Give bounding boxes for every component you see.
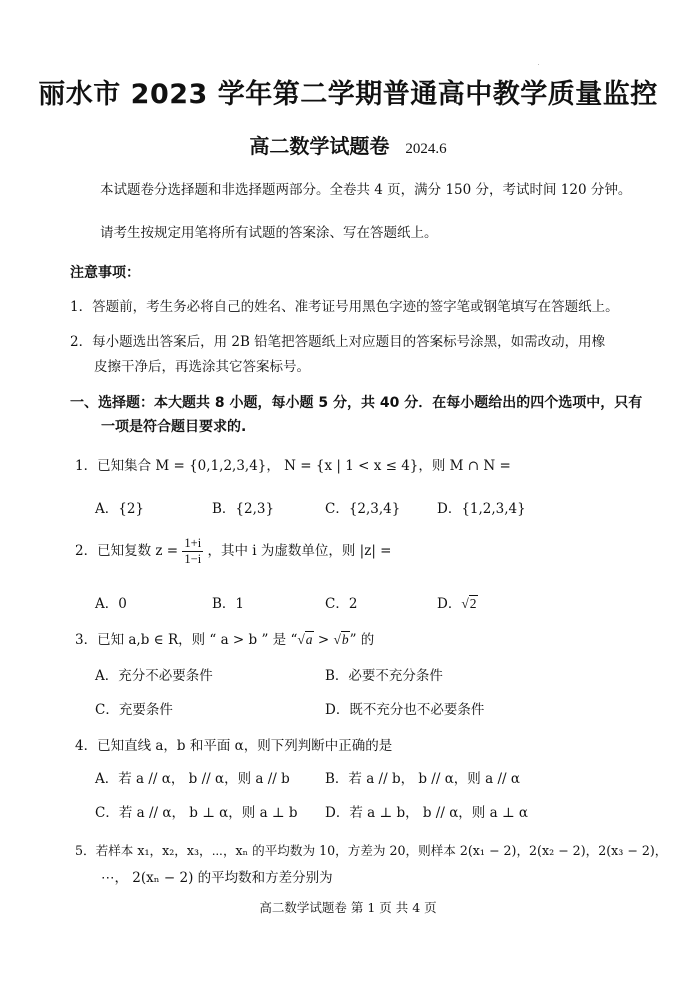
question-2-stem — [75, 536, 392, 567]
subtitle-text: 高二数学试题卷 — [249, 134, 390, 158]
q2-fraction-denominator: 1−i — [184, 552, 202, 566]
sqrt-b: √b — [333, 632, 349, 647]
notice-item-1: 1．答题前，考生务必将自己的姓名、准考证号用黑色字迹的签字笔或钢笔填写在答题纸上。 — [70, 299, 619, 315]
q3-option-a: A．充分不必要条件 — [95, 668, 213, 684]
q4-option-a: A．若 a // α， b // α，则 a // b — [95, 771, 290, 787]
q2-option-c: C．2 — [325, 596, 358, 612]
q3-radicand-a: a — [305, 632, 313, 647]
exam-title: 丽水市 2023 学年第二学期普通高中教学质量监控 — [38, 79, 658, 110]
scan-speck — [538, 64, 539, 65]
q3-option-d: D．既不充分也不必要条件 — [325, 702, 485, 718]
q2-suffix: ，其中 i 为虚数单位，则 |z| = — [207, 543, 392, 559]
q4-option-d: D．若 a ⊥ b， b // α，则 a ⊥ α — [325, 805, 529, 821]
page-footer: 高二数学试题卷 第 1 页 共 4 页 — [259, 900, 437, 915]
q2-prefix: 2．已知复数 z = — [75, 543, 179, 559]
intro-line-1: 本试题卷分选择题和非选择题两部分。全卷共 4 页，满分 150 分，考试时间 120 分钟。 — [100, 182, 632, 198]
q3-radicand-b: b — [341, 632, 349, 647]
exam-subtitle — [0, 130, 696, 159]
notice-item-2-line-2: 皮擦干净后，再选涂其它答案标号。 — [94, 359, 310, 375]
sqrt-a: √a — [297, 632, 313, 647]
sqrt-symbol: √2 — [461, 596, 477, 611]
q2-option-d-label: D． — [437, 596, 462, 612]
question-5-line-2: ⋯， 2(xₙ − 2) 的平均数和方差分别为 — [101, 870, 333, 886]
q3-option-b: B．必要不充分条件 — [325, 668, 443, 684]
q1-option-d: D．{1,2,3,4} — [437, 501, 526, 517]
intro-line-2: 请考生按规定用笔将所有试题的答案涂、写在答题纸上。 — [100, 225, 438, 241]
q3-suffix: ” 的 — [349, 632, 375, 648]
exam-date: 2024.6 — [405, 141, 447, 157]
q4-option-c: C．若 a // α， b ⊥ α，则 a ⊥ b — [95, 805, 298, 821]
q3-option-c: C．充要条件 — [95, 702, 173, 718]
q4-option-b: B．若 a // b， b // α，则 a // α — [325, 771, 520, 787]
q2-fraction — [182, 536, 203, 567]
question-4-stem: 4．已知直线 a，b 和平面 α，则下列判断中正确的是 — [75, 738, 393, 754]
q2-fraction-numerator: 1+i — [184, 536, 202, 550]
q2-option-d-radicand: 2 — [469, 596, 477, 611]
question-3-stem — [75, 628, 374, 648]
q3-prefix: 3．已知 a,b ∈ R，则 “ a > b ” 是 “ — [75, 632, 298, 648]
q2-option-a: A．0 — [95, 596, 127, 612]
notice-item-2-line-1: 2．每小题选出答案后，用 2B 铅笔把答题纸上对应题目的答案标号涂黑，如需改动，用橡 — [70, 334, 606, 350]
q1-option-c: C．{2,3,4} — [325, 501, 401, 517]
q1-option-b: B．{2,3} — [212, 501, 275, 517]
notice-heading: 注意事项： — [70, 265, 140, 281]
q3-relation: > — [317, 632, 330, 648]
question-1-stem: 1．已知集合 M = {0,1,2,3,4}， N = {x | 1 < x ≤ 4}，则 M ∩ N = — [75, 458, 511, 474]
section-1-heading-line-1: 一、选择题：本大题共 8 小题，每小题 5 分，共 40 分．在每小题给出的四个选项中，只有 — [70, 395, 643, 411]
q2-option-d — [437, 592, 478, 612]
q1-option-a: A．{2} — [95, 501, 145, 517]
q2-option-b: B．1 — [212, 596, 245, 612]
section-1-heading-line-2: 一项是符合题目要求的. — [101, 419, 247, 435]
question-5-line-1: 5．若样本 x₁，x₂，x₃，⋯，xₙ 的平均数为 10，方差为 20，则样本 2(x₁ − 2)，2(x₂ − 2)，2(x₃ − 2)， — [75, 843, 668, 858]
